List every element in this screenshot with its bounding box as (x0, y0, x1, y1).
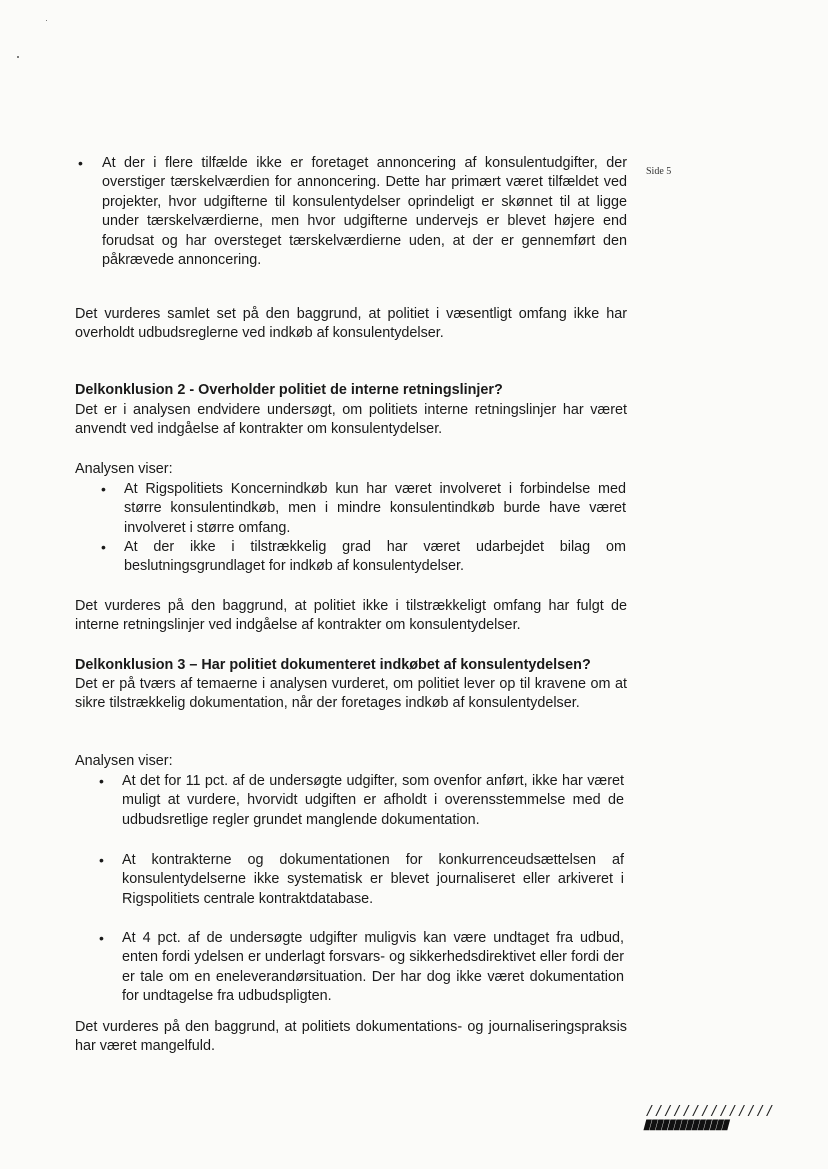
section-3-heading: Delkonklusion 3 – Har politiet dokumenteret indkøbet af konsulentydelsen? (75, 657, 591, 673)
scan-speck (17, 56, 19, 58)
bullet-icon: • (99, 773, 104, 789)
intro-bullet-text: At der i flere tilfælde ikke er foretaget annoncering af konsulentudgifter, der overstiger tærskelværdien for annoncering. Dette har primært været tilfældet ved projekter, hvor udgifterne til konsulentydelser oprindeligt er skønnet til at ligge under tærskelværdierne, men hvor udgifterne undervejs er blevet højere end forudsat og har oversteget tærskelværdierne uden, at der er gennemført den påkrævede annoncering. (102, 155, 627, 269)
bullet-icon: • (99, 852, 104, 868)
section-2-bullet-1 (75, 480, 626, 538)
section-2-analysis-label: Analysen viser: (75, 461, 173, 477)
section-3-bullet-2 (75, 851, 624, 909)
section-2-bullet-2-text: At der ikke i tilstrækkelig grad har været udarbejdet bilag om beslutningsgrundlaget for indkøb af konsulentydelser. (124, 539, 626, 575)
page-number: Side 5 (646, 166, 672, 177)
barcode-bottom-row: ██████████████ (643, 1121, 731, 1131)
section-3-bullet-3 (75, 929, 624, 1007)
section-2-intro: Det er i analysen endvidere undersøgt, om politiets interne retningslinjer har været anvendt ved indgåelse af kontrakter om konsulentydelser. (75, 402, 627, 438)
section-2-heading: Delkonklusion 2 - Overholder politiet de interne retningslinjer? (75, 382, 503, 398)
section-3-intro: Det er på tværs af temaerne i analysen vurderet, om politiet lever op til kravene om at sikre tilstrækkelig dokumentation, når der foretages indkøb af konsulentydelser. (75, 676, 627, 712)
bullet-icon: • (101, 481, 106, 497)
section-2-bullet-1-text: At Rigspolitiets Koncernindkøb kun har været involveret i forbindelse med større konsulentindkøb, men i mindre konsulentindkøb burde have været involveret i større omfang. (124, 481, 626, 536)
bullet-icon: • (101, 539, 106, 555)
scan-speck (46, 20, 47, 21)
section-3-analysis-label: Analysen viser: (75, 753, 173, 769)
barcode-top-row: ////////////// (646, 1104, 776, 1119)
section-3-conclusion: Det vurderes på den baggrund, at politiets dokumentations- og journaliseringspraksis har været mangelfuld. (75, 1019, 627, 1055)
section-2-conclusion: Det vurderes på den baggrund, at politiet ikke i tilstrækkeligt omfang har fulgt de interne retningslinjer ved indgåelse af kontrakter om konsulentydelser. (75, 598, 627, 634)
section-3-bullet-1 (75, 772, 624, 830)
intro-bullet-item (75, 154, 627, 270)
bullet-icon: • (99, 930, 104, 946)
section-3-bullet-2-text: At kontrakterne og dokumentationen for konkurrenceudsættelsen af konsulentydelserne ikke systematisk er blevet journaliseret eller arkiveret i Rigspolitiets centrale kontraktdatabase. (122, 852, 624, 907)
section-2-bullet-2 (75, 538, 626, 577)
bullet-icon: • (78, 155, 83, 171)
conclusion-1: Det vurderes samlet set på den baggrund, at politiet i væsentligt omfang ikke har overholdt udbudsreglerne ved indkøb af konsulentydelser. (75, 306, 627, 342)
section-3-bullet-3-text: At 4 pct. af de undersøgte udgifter muligvis kan være undtaget fra udbud, enten fordi ydelsen er underlagt forsvars- og sikkerhedsdirektivet eller fordi der er tale om en eneleverandørsituation. Der har dog ikke været dokumentation for undtagelse fra udbudspligten. (122, 930, 624, 1005)
section-3-bullet-1-text: At det for 11 pct. af de undersøgte udgifter, som ovenfor anført, ikke har været muligt at vurdere, hvorvidt udgiften er afholdt i overensstemmelse med de udbudsretlige regler grundet manglende dokumentation. (122, 773, 624, 828)
